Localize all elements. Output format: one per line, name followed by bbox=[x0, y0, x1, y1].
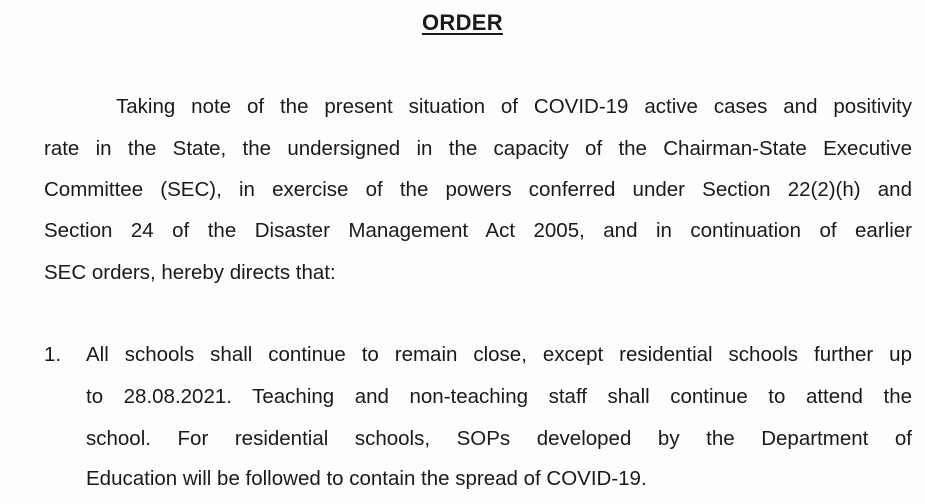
intro-line: SEC orders, hereby directs that: bbox=[44, 261, 336, 284]
item-line: Education will be followed to contain the spread of COVID-19. bbox=[86, 467, 647, 490]
intro-line: Taking note of the present situation of COVID-19 active cases and positivity bbox=[116, 95, 912, 118]
intro-line: Committee (SEC), in exercise of the powers conferred under Section 22(2)(h) and bbox=[44, 178, 912, 201]
item-line: All schools shall continue to remain close, except residential schools further up bbox=[86, 343, 912, 366]
item-line: school. For residential schools, SOPs developed by the Department of bbox=[86, 427, 912, 450]
document-title: ORDER bbox=[422, 10, 503, 35]
item-line: to 28.08.2021. Teaching and non-teaching staff shall continue to attend the bbox=[86, 385, 912, 408]
intro-line: Section 24 of the Disaster Management Act 2005, and in continuation of earlier bbox=[44, 219, 912, 242]
item-number: 1. bbox=[44, 343, 62, 366]
intro-line: rate in the State, the undersigned in the capacity of the Chairman-State Executive bbox=[44, 137, 912, 160]
